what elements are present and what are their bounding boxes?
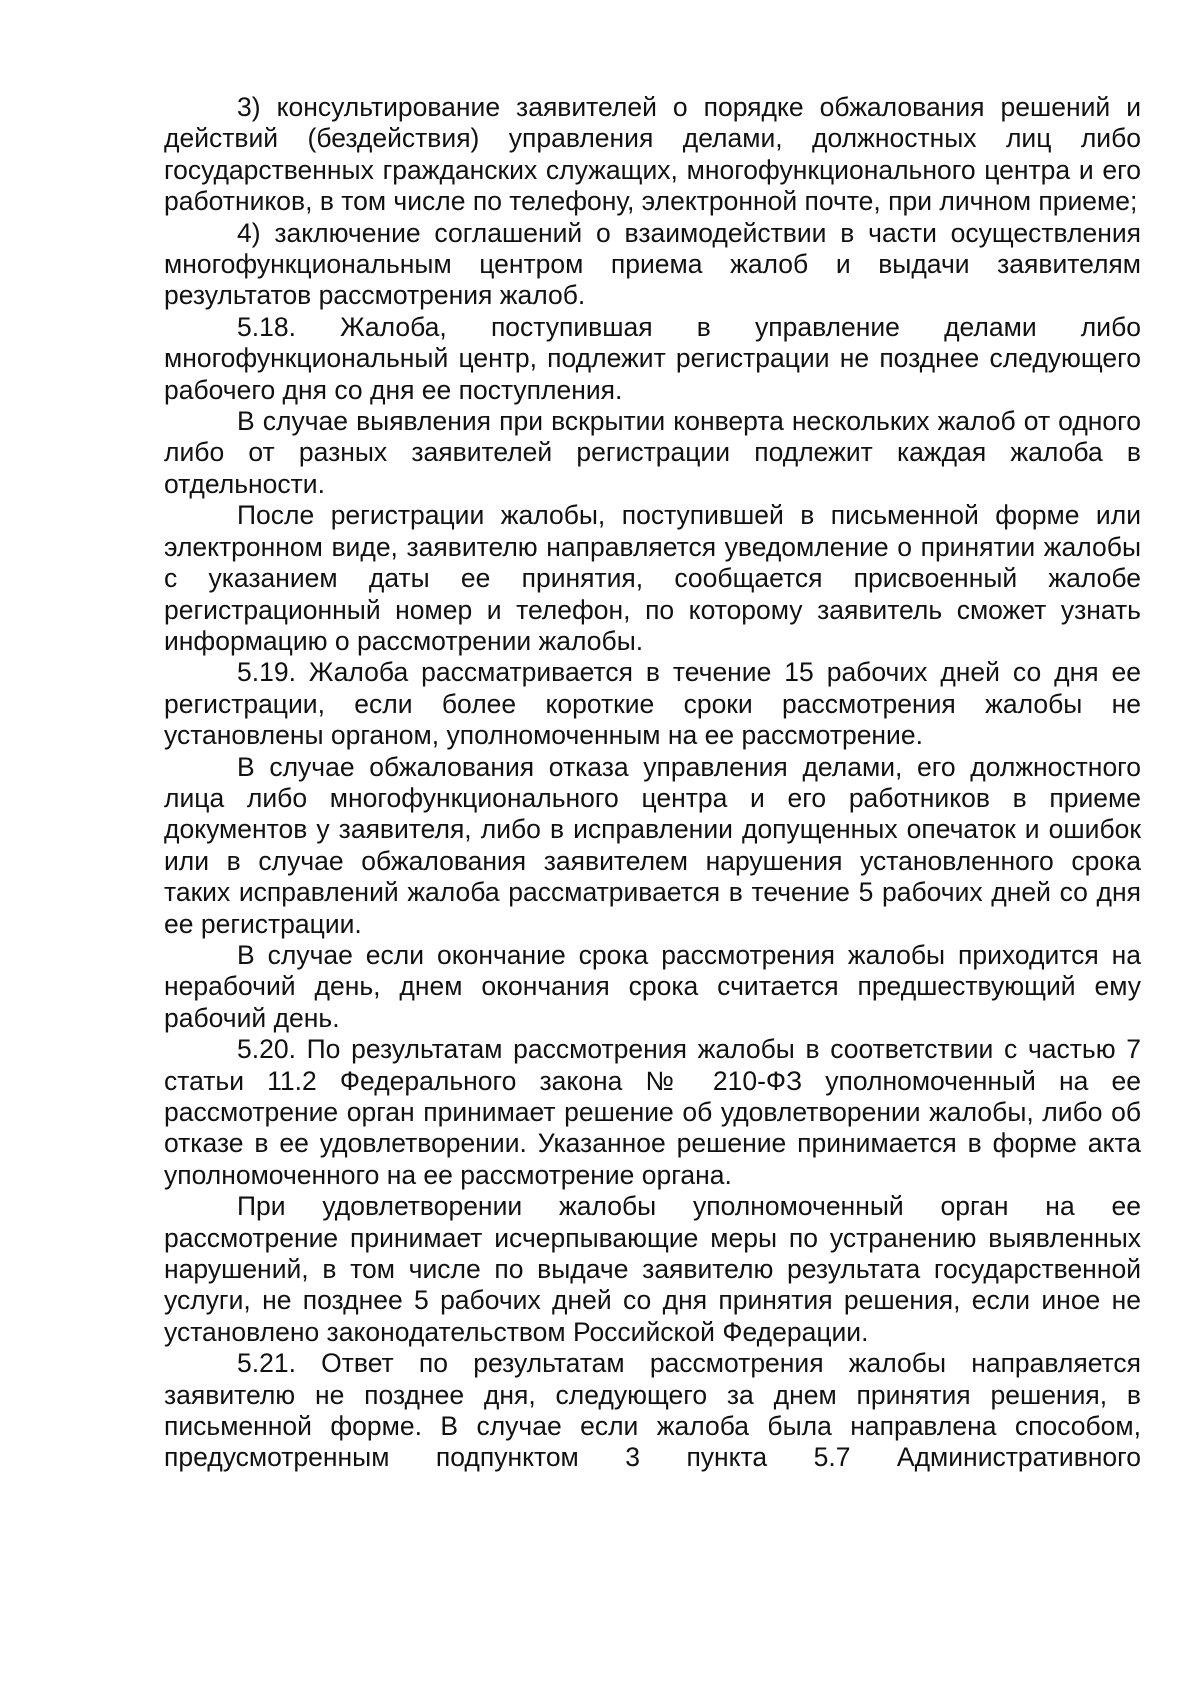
paragraph-notification: После регистрации жалобы, поступившей в письменной форме или электронном виде, заявителю направляется уведомление о принятии жалобы с указанием даты ее принятия, сообщается присвоенный жалобе регистрационный номер и телефон, по которому заявитель сможет узнать информацию о рассмотрении жалобы. (164, 500, 1141, 656)
paragraph-4-agreements: 4) заключение соглашений о взаимодействии в части осуществления многофункциональным центром приема жалоб и выдачи заявителям результатов рассмотрения жалоб. (164, 217, 1141, 311)
paragraph-5-20: 5.20. По результатам рассмотрения жалобы в соответствии с частью 7 статьи 11.2 Федерального закона № 210-ФЗ уполномоченный на ее рассмотрение орган принимает решение об удовлетворении жалобы, либо об отказе в ее удовлетворении. Указанное решение принимается в форме акта уполномоченного на ее рассмотрение органа. (164, 1034, 1141, 1190)
document-body (164, 92, 1141, 1474)
paragraph-satisfaction-measures: При удовлетворении жалобы уполномоченный орган на ее рассмотрение принимает исчерпывающие меры по устранению выявленных нарушений, в том числе по выдаче заявителю результата государственной услуги, не позднее 5 рабочих дней со дня принятия решения, если иное не установлено законодательством Российской Федерации. (164, 1191, 1141, 1347)
paragraph-5-21: 5.21. Ответ по результатам рассмотрения жалобы направляется заявителю не позднее дня, следующего за днем принятия решения, в письменной форме. В случае если жалоба была направлена способом, предусмотренным подпунктом 3 пункта 5.7 Административного (164, 1348, 1141, 1473)
paragraph-nonworking-day: В случае если окончание срока рассмотрения жалобы приходится на нерабочий день, днем окончания срока считается предшествующий ему рабочий день. (164, 939, 1141, 1033)
paragraph-multiple-complaints: В случае выявления при вскрытии конверта нескольких жалоб от одного либо от разных заявителей регистрации подлежит каждая жалоба в отдельности. (164, 406, 1141, 499)
paragraph-5-18: 5.18. Жалоба, поступившая в управление делами либо многофункциональный центр, подлежит регистрации не позднее следующего рабочего дня со дня ее поступления. (164, 311, 1141, 405)
paragraph-3-consulting: 3) консультирование заявителей о порядке обжалования решений и действий (бездействия) управления делами, должностных лиц либо государственных гражданских служащих, многофункционального центра и его работников, в том числе по телефону, электронной почте, при личном приеме; (164, 92, 1141, 217)
paragraph-5-19: 5.19. Жалоба рассматривается в течение 15 рабочих дней со дня ее регистрации, если более короткие сроки рассмотрения жалобы не установлены органом, уполномоченным на ее рассмотрение. (164, 657, 1141, 751)
paragraph-refusal-appeal: В случае обжалования отказа управления делами, его должностного лица либо многофункционального центра и его работников в приеме документов у заявителя, либо в исправлении допущенных опечаток и ошибок или в случае обжалования заявителем нарушения установленного срока таких исправлений жалоба рассматривается в течение 5 рабочих дней со дня ее регистрации. (164, 751, 1141, 939)
